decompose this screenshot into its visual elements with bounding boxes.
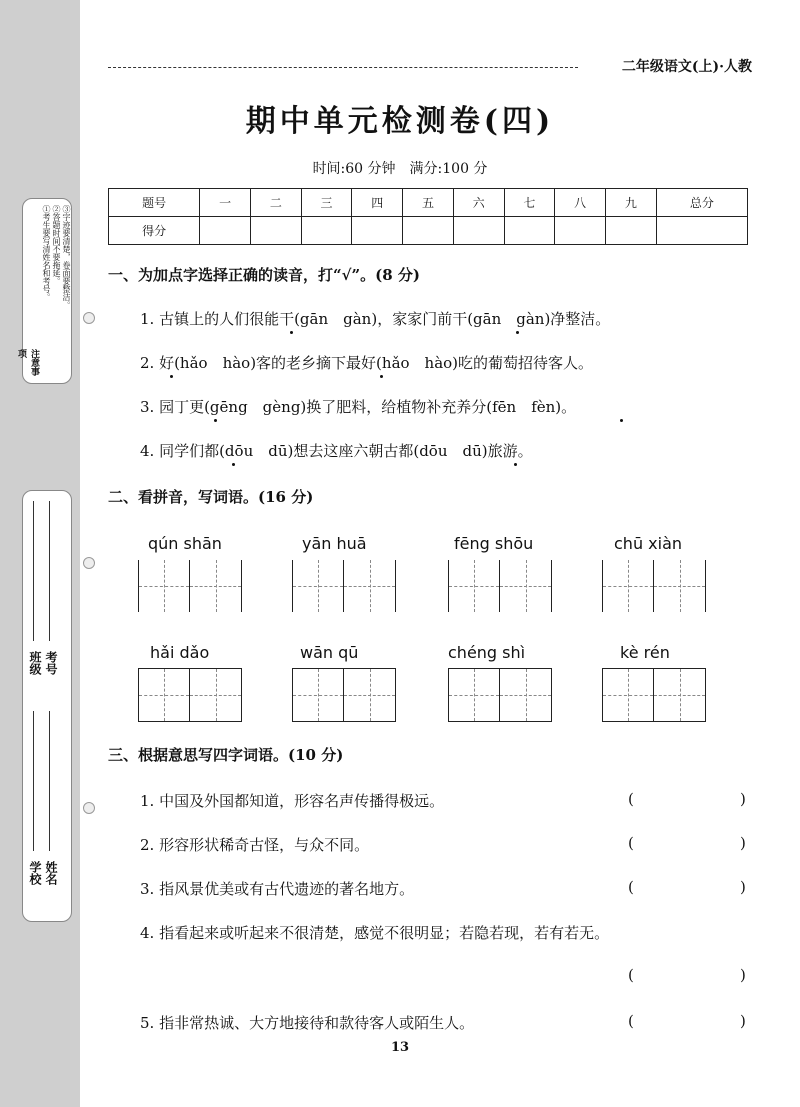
punch-hole	[83, 802, 95, 814]
score-table	[108, 188, 748, 245]
score-table-header-row	[109, 189, 748, 217]
section-1-item: 2. 好(hǎo hào)客的老乡摘下最好(hǎo hào)吃的葡萄招待客人。	[140, 354, 594, 372]
score-input[interactable]	[453, 217, 504, 245]
writing-cell[interactable]	[500, 560, 551, 612]
school-label: 学校	[28, 861, 42, 885]
pinyin-label: yān huā	[302, 534, 367, 553]
writing-cell[interactable]	[139, 669, 190, 721]
page-number: 13	[390, 1040, 410, 1055]
pinyin-label: chū xiàn	[614, 534, 683, 553]
pinyin-label: hǎi dǎo	[150, 643, 210, 662]
writing-grid[interactable]	[602, 560, 706, 612]
section-2-heading: 二、看拼音，写词语。(16 分)	[108, 488, 314, 506]
writing-grid[interactable]	[138, 668, 242, 722]
writing-cell[interactable]	[654, 560, 705, 612]
emphasis-dot	[290, 331, 293, 334]
answer-paren-open: (	[628, 878, 634, 896]
answer-paren-close: )	[740, 790, 746, 808]
score-cell: 六	[453, 189, 504, 217]
score-cell: 题号	[109, 189, 200, 217]
score-cell: 九	[606, 189, 657, 217]
writing-cell[interactable]	[603, 669, 654, 721]
punch-hole	[83, 312, 95, 324]
writing-cell[interactable]	[190, 560, 241, 612]
header-rule	[108, 67, 578, 68]
notes-box	[16, 198, 72, 384]
score-cell: 二	[250, 189, 301, 217]
section-1-item: 1. 古镇上的人们很能干(gān gàn)，家家门前干(gān gàn)净整洁。	[140, 310, 611, 328]
writing-grid[interactable]	[448, 668, 552, 722]
score-cell: 八	[555, 189, 606, 217]
note-3: ③字迹要清楚，卷面要整洁。	[62, 205, 71, 309]
notes-title: 注意事项	[16, 349, 39, 376]
class-line	[33, 501, 34, 641]
time-info: 时间:60 分钟 满分:100 分	[312, 161, 488, 177]
score-input[interactable]	[352, 217, 403, 245]
writing-cell[interactable]	[344, 669, 395, 721]
answer-paren-open: (	[628, 1012, 634, 1030]
answer-paren-open: (	[628, 834, 634, 852]
student-info-box	[22, 490, 72, 922]
score-input[interactable]	[301, 217, 352, 245]
name-label: 姓名	[44, 861, 58, 885]
score-cell: 一	[200, 189, 251, 217]
answer-paren-close: )	[740, 834, 746, 852]
writing-cell[interactable]	[293, 669, 344, 721]
emphasis-dot	[232, 463, 235, 466]
writing-cell[interactable]	[139, 560, 190, 612]
writing-cell[interactable]	[190, 669, 241, 721]
emphasis-dot	[516, 331, 519, 334]
answer-paren-open: (	[628, 966, 634, 984]
writing-grid[interactable]	[292, 560, 396, 612]
emphasis-dot	[170, 375, 173, 378]
answer-paren-open: (	[628, 790, 634, 808]
answer-paren-close: )	[740, 878, 746, 896]
school-line	[33, 711, 34, 851]
exam-no-label: 考号	[44, 651, 58, 675]
score-cell: 四	[352, 189, 403, 217]
score-input[interactable]	[504, 217, 555, 245]
writing-cell[interactable]	[344, 560, 395, 612]
class-label: 班级	[28, 651, 42, 675]
section-1-item: 4. 同学们都(dōu dū)想去这座六朝古都(dōu dū)旅游。	[140, 442, 533, 460]
score-input[interactable]	[555, 217, 606, 245]
writing-cell[interactable]	[500, 669, 551, 721]
score-input[interactable]	[200, 217, 251, 245]
note-2: ②答题时间不要拖延。	[52, 205, 61, 285]
writing-cell[interactable]	[449, 669, 500, 721]
grade-label: 二年级语文(上)·人教	[621, 59, 752, 75]
writing-cell[interactable]	[603, 560, 654, 612]
section-1-heading: 一、为加点字选择正确的读音，打“√”。(8 分)	[108, 266, 420, 284]
emphasis-dot	[620, 419, 623, 422]
emphasis-dot	[380, 375, 383, 378]
pinyin-label: kè rén	[620, 643, 670, 662]
score-input[interactable]	[403, 217, 454, 245]
section-3-item: 5. 指非常热诚、大方地接待和款待客人或陌生人。	[140, 1014, 475, 1032]
writing-cell[interactable]	[293, 560, 344, 612]
section-3-item: 1. 中国及外国都知道，形容名声传播得极远。	[140, 792, 445, 810]
writing-cell[interactable]	[654, 669, 705, 721]
score-input[interactable]	[250, 217, 301, 245]
pinyin-label: chéng shì	[448, 643, 526, 662]
name-line	[49, 711, 50, 851]
score-input[interactable]	[656, 217, 747, 245]
score-cell: 三	[301, 189, 352, 217]
writing-grid[interactable]	[292, 668, 396, 722]
score-cell: 总分	[656, 189, 747, 217]
score-cell: 七	[504, 189, 555, 217]
emphasis-dot	[214, 419, 217, 422]
writing-cell[interactable]	[449, 560, 500, 612]
pinyin-label: wān qū	[300, 643, 359, 662]
punch-hole	[83, 557, 95, 569]
writing-grid[interactable]	[448, 560, 552, 612]
score-input[interactable]	[606, 217, 657, 245]
writing-grid[interactable]	[138, 560, 242, 612]
section-3-item: 4. 指看起来或听起来不很清楚，感觉不很明显；若隐若现，若有若无。	[140, 924, 610, 942]
score-cell: 得分	[109, 217, 200, 245]
score-table-score-row	[109, 217, 748, 245]
score-cell: 五	[403, 189, 454, 217]
answer-paren-close: )	[740, 1012, 746, 1030]
page-title: 期中单元检测卷(四)	[245, 104, 555, 139]
writing-grid[interactable]	[602, 668, 706, 722]
answer-paren-close: )	[740, 966, 746, 984]
section-3-heading: 三、根据意思写四字词语。(10 分)	[108, 746, 344, 764]
section-3-item: 2. 形容形状稀奇古怪，与众不同。	[140, 836, 370, 854]
exam-no-line	[49, 501, 50, 641]
pinyin-label: fēng shōu	[454, 534, 534, 553]
pinyin-label: qún shān	[148, 534, 222, 553]
section-1-item: 3. 园丁更(gēng gèng)换了肥料，给植物补充养分(fēn fèn)。	[140, 398, 577, 416]
emphasis-dot	[514, 463, 517, 466]
note-1: ①考生要写清姓名和考号。	[42, 205, 51, 301]
section-3-item: 3. 指风景优美或有古代遗迹的著名地方。	[140, 880, 415, 898]
